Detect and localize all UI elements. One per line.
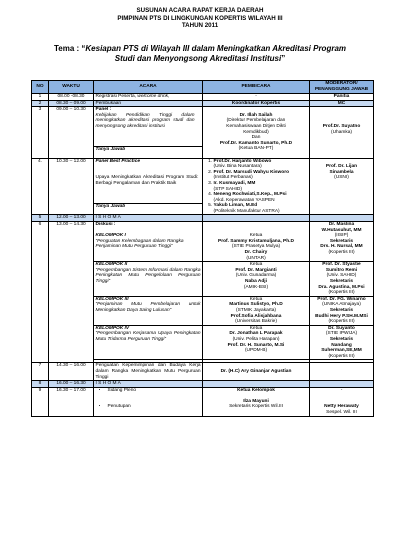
theme-text-1: Kesiapan PTS di Wilayah III dalam Meningkatkan Akreditasi Program [85, 43, 347, 53]
pembicara-cell: Ketua Martinus Sulistyo, Ph.D (STMIK Jayakarta) Prof.Sofia Alisjahbana (Universitas Bakrie) [203, 296, 310, 325]
header-line-2: PIMPINAN PTS DI LINGKUNGAN KOPERTIS WILAYAH III [117, 14, 283, 22]
acara-cell: • Sidang Pleno • Penutupan [94, 387, 203, 416]
pembicara-cell: Dr. Illah Sailah (Direktur Pembelajaran dan Kemahasiswaan Ditjen Dikti Kemdikbud) Dan Prof.Dr. Kamanto Sunarto, Ph.D (Ketua BAN-PT) [203, 107, 310, 158]
pembicara-cell: Ketua Prof. Dr. Margianti (Univ. Gunadarma) Naba Adji (AMIK-BSI) [203, 262, 310, 297]
table-row: 5 12.00 – 13.00 I S H O M A [32, 215, 374, 222]
document-header [0, 0, 400, 30]
table-row: 1 08.00 -08.30 Registrasi Peserta, welcome drink, - Panitia [32, 94, 374, 101]
theme [0, 44, 400, 64]
moderator-cell: Prof. Dr. Styastie Sumitro Remi (Univ. SAHID) Sekretaris Dra. Agustina, M.Psi (Kopertis III) [310, 262, 374, 297]
header-line-1: SUSUNAN ACARA RAPAT KERJA DAERAH [136, 7, 264, 14]
col-waktu: WAKTU [49, 81, 94, 94]
theme-label: Tema : “ [53, 43, 86, 53]
moderator-cell: Dr. Suyanto (STIE IPWIJA) Sekretaris Nandang Suherman,SE,MM (Kopertis III) [310, 325, 374, 360]
col-moderator: MODERATOR/ PENANGGUNG JAWAB [310, 81, 374, 94]
theme-close: ” [281, 53, 286, 63]
acara-cell: Panel Best Practice Upaya Meningkatkan Akreditasi Program Studi: Berbagi Pengalaman dan Praktik Baik Tanya Jawab [94, 158, 203, 215]
table-row: 8 16.00 – 16.30 I S H O M A [32, 381, 374, 388]
table-row: 7 14.30 – 16.00 Penguatan Kepemimpinan dan Budaya Kerja dalam Rangka Meningkatkan Mutu Perguruan Tinggi Dr. (H.C) Ary Ginanjar Agustian [32, 363, 374, 381]
pembicara-cell: 1. Prof.Dr. Harjanto Wibowo (Univ. Bina Nusantara) 2. Prof. Dr. Marsudi Wahyu Kisworo (Institut Perbanas) 3. Ir. Kusmayadi, MM (STP SAHID) 4. Neneng Rochwiati,S.Kep., M.Psi (Akd. Keperawatan YASPEN 5. Yakub Liman, M.Ed (Politeknik Manufaktur ASTRA) [203, 158, 310, 215]
acara-cell: KELOMPOK IV “Pengembangan Kerjasama Upaya Peningkatan Mutu Tridarma Perguruan Tinggi” [94, 325, 203, 360]
col-acara: ACARA [94, 81, 203, 94]
pembicara-cell: Ketua Dr. Jonathan L Parapak (Univ. Pelita Harapan) Prof. Dr. H. Sunarto, M.Si (UPDM-B) [203, 325, 310, 360]
moderator-cell: Dr. Maslina W.Hutasuhut, MM (IISIP) Sekretaris Drs. H. Nursal, MM (Kopertis III) [310, 222, 374, 262]
header-line-3: TAHUN 2011 [181, 22, 219, 30]
table-row: 9 16.30 – 17.00 • Sidang Pleno • Penutupan Ketua Kelompok Ilza Mayuni Sekretaris Kopertis Wil.III - Netty Herawaty Sespel. Wil. III [32, 387, 374, 416]
col-no: NO [32, 81, 49, 94]
table-header-row [32, 81, 374, 94]
moderator-cell: Prof.Dr. Suyatno (Uhamka) [310, 107, 374, 158]
moderator-cell: Prof. Dr. Lijan Sinambela (USNI) [310, 158, 374, 215]
pembicara-cell: Ketua Kelompok Ilza Mayuni Sekretaris Kopertis Wil.III [203, 387, 310, 416]
table-row: 4. 10.30 – 12.00 Panel Best Practice Upaya Meningkatkan Akreditasi Program Studi: Berbagi Pengalaman dan Praktik Baik Tanya Jawab 1. Prof.Dr. Harjanto Wibowo (Univ. Bina Nusantara) 2. Prof. Dr. Marsudi Wahyu Kisworo (Institut Perbanas) 3. Ir. Kusmayadi, MM (STP SAHID) 4. Neneng Rochwiati,S.Kep., M.Psi (Akd. Keperawatan YASPEN 5. Yakub Liman, M.Ed (Politeknik Manufaktur ASTRA) Prof. Dr. Lijan Sinambela (USNI) [32, 158, 374, 215]
table-row: 2 08.30 – 09.00 Pembukaan Koordinator Kopertis MC [32, 100, 374, 107]
table-row: 3 09.00 – 10.30 Panel : Kebijakan Pendidikan Tinggi dalam meningkatkan akreditasi program studi dan menyongsong akreditasi institusi Tanya Jawab Dr. Illah Sailah (Direktur Pembelajaran dan Kemahasiswaan Ditjen Dikti Kemdikbud) Dan Prof.Dr. Kamanto Sunarto, Ph.D (Ketua BAN-PT) Prof.Dr. Suyatno (Uhamka) [32, 107, 374, 158]
acara-cell: Diskusi : KELOMPOK I “Penguatan Kelembagaan dalam Rangka Penjaminan Mutu Perguruan Tinggi” [94, 222, 203, 262]
acara-cell: Registrasi Peserta, welcome drink, [94, 94, 203, 101]
col-pembicara: PEMBICARA [203, 81, 310, 94]
moderator-cell: - Netty Herawaty Sespel. Wil. III [310, 387, 374, 416]
pembicara-cell: Ketua Prof. Sammy Kristamuljana, Ph.D (STIE Prasetya Mulya) Dr. Chairy (UNTAR) [203, 222, 310, 262]
table-row: 6 13.00 – 14.30 Diskusi : KELOMPOK I “Penguatan Kelembagaan dalam Rangka Penjaminan Mutu Perguruan Tinggi” Ketua Prof. Sammy Kristamuljana, Ph.D (STIE Prasetya Mulya) Dr. Chairy (UNTAR) Dr. Maslina W.Hutasuhut, MM (IISIP) Sekretaris Drs. H. Nursal, MM (Kopertis III) [32, 222, 374, 262]
acara-cell: KELOMPOK III “Penjaminan Mutu Pembelajaran untuk Meningkatkan Daya Saing Lulusan” [94, 296, 203, 325]
acara-cell: KELOMPOK II “Pengembangan Sistem Informasi dalam Rangka Peningkatan Mutu Pengelolaan Perguruan Tinggi” [94, 262, 203, 297]
theme-text-2: Studi dan Menyongsong Akreditasi Institusi [114, 53, 282, 63]
moderator-cell: Prof. Dr. FG. Winarno (UNIKA Atmajaya) Sekretaris Budhi Hery P.SH.M.MSi (Kopertis III) [310, 296, 374, 325]
schedule-table [31, 80, 374, 417]
acara-cell: Panel : Kebijakan Pendidikan Tinggi dalam meningkatkan akreditasi program studi dan menyongsong akreditasi institusi Tanya Jawab [94, 107, 203, 158]
